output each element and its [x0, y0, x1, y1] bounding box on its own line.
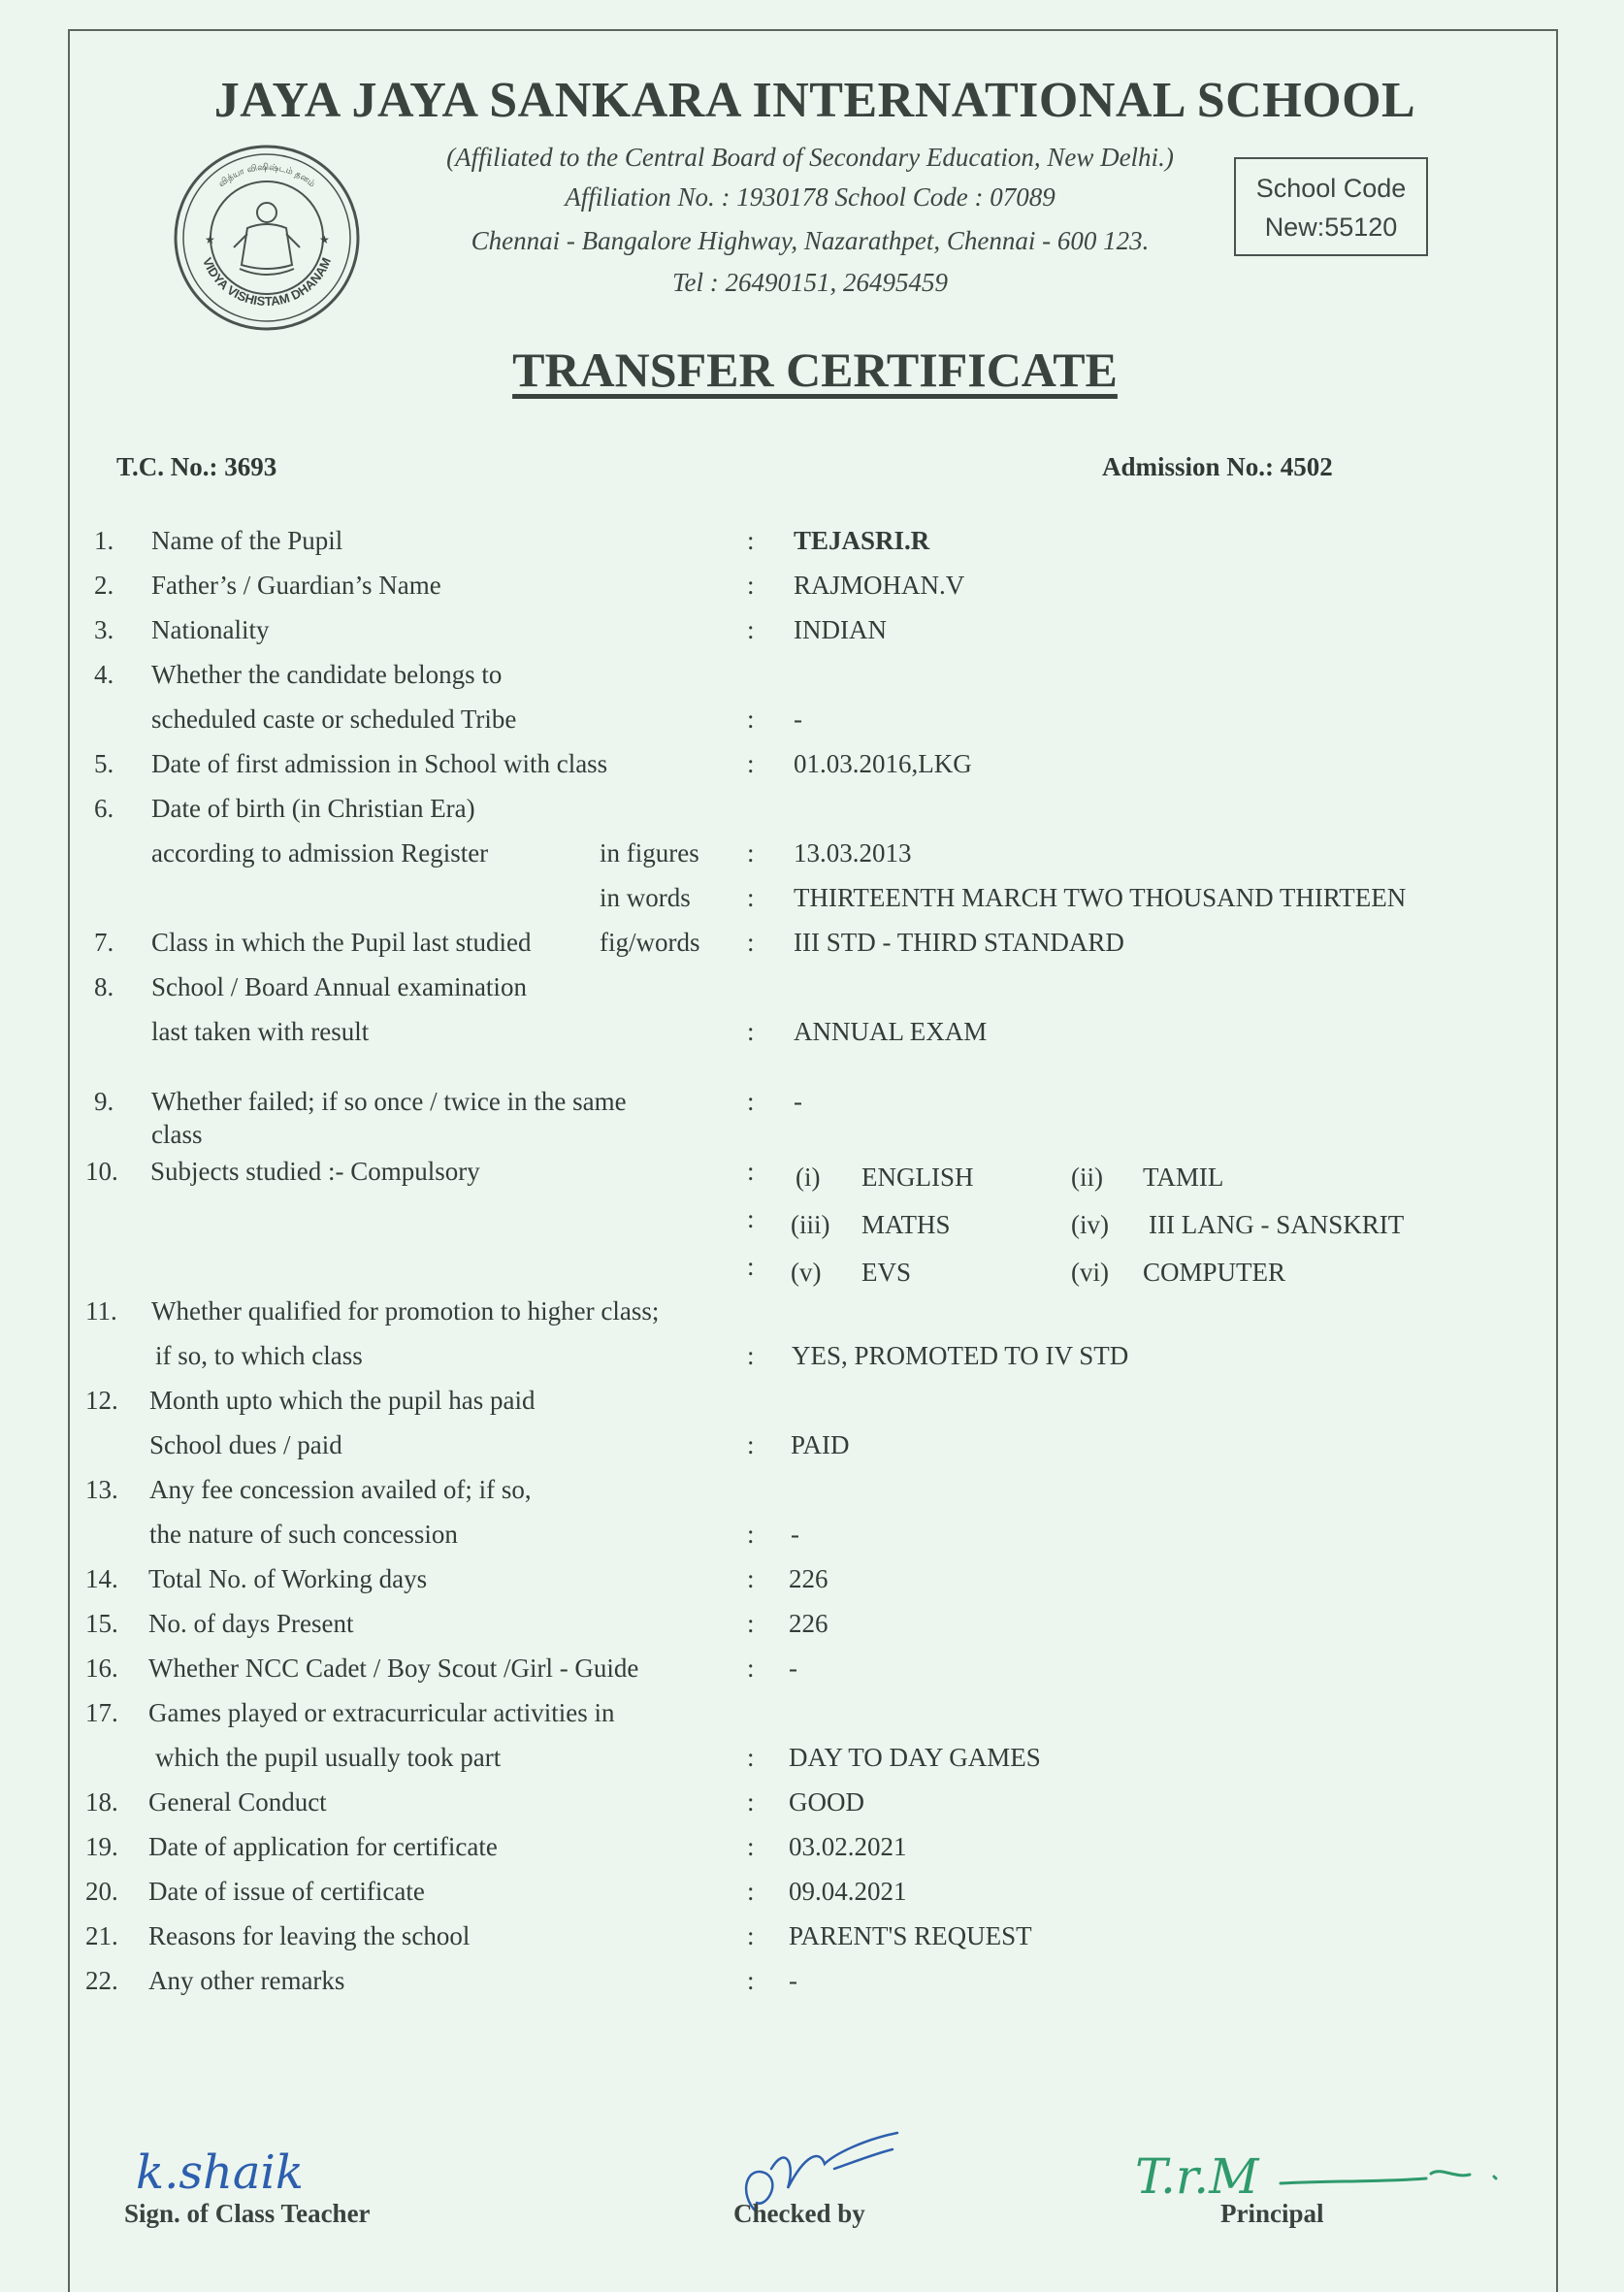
subject-number: (iv): [1071, 1210, 1109, 1239]
field-label-dues-1: Month upto which the pupil has paid: [149, 1386, 536, 1415]
field-value-dob-words: THIRTEENTH MARCH TWO THOUSAND THIRTEEN: [794, 883, 1407, 912]
checked-by-label: Checked by: [733, 2199, 865, 2228]
affiliation-line-1: (Affiliated to the Central Board of Secondary Education, New Delhi.): [446, 143, 1174, 172]
field-number: 17.: [85, 1698, 118, 1727]
field-label-application-date: Date of application for certificate: [148, 1832, 498, 1861]
subject-sanskrit: III LANG - SANSKRIT: [1149, 1210, 1405, 1239]
class-teacher-signature: [136, 2135, 388, 2203]
field-number: 16.: [85, 1654, 118, 1683]
svg-text:VIDYA VISHISTAM DHANAM: [200, 255, 334, 309]
colon: :: [747, 838, 755, 868]
subject-number: (ii): [1071, 1162, 1103, 1192]
colon: :: [747, 749, 755, 778]
field-number: 7.: [94, 928, 114, 957]
subject-evs: EVS: [861, 1258, 912, 1287]
address-line: Chennai - Bangalore Highway, Nazarathpet, Chennai - 600 123.: [471, 226, 1150, 255]
field-number: 8.: [94, 972, 114, 1001]
field-number: 18.: [85, 1787, 118, 1817]
field-value-first-admission: 01.03.2016,LKG: [794, 749, 972, 778]
colon: :: [747, 1921, 755, 1950]
colon: :: [747, 1252, 755, 1281]
field-label-games-2: which the pupil usually took part: [155, 1743, 502, 1772]
field-value-exam: ANNUAL EXAM: [794, 1017, 988, 1046]
field-label-remarks: Any other remarks: [148, 1966, 345, 1995]
field-value-last-class: III STD - THIRD STANDARD: [794, 928, 1124, 957]
field-label-issue-date: Date of issue of certificate: [148, 1877, 425, 1906]
field-value-games: DAY TO DAY GAMES: [789, 1743, 1041, 1772]
colon: :: [747, 1609, 755, 1638]
subject-english: ENGLISH: [861, 1162, 974, 1192]
field-label-working-days: Total No. of Working days: [148, 1564, 428, 1593]
subject-number: (vi): [1071, 1258, 1109, 1287]
school-code-box: [1234, 157, 1428, 256]
field-value-remarks: -: [789, 1966, 797, 1995]
field-label-ncc: Whether NCC Cadet / Boy Scout /Girl - Guide: [148, 1654, 639, 1683]
field-label-subjects: Subjects studied :- Compulsory: [150, 1157, 480, 1186]
colon: :: [747, 1654, 755, 1683]
field-label-nationality: Nationality: [151, 615, 270, 644]
colon: :: [747, 704, 755, 734]
field-number: 22.: [85, 1966, 118, 1995]
field-value-name: TEJASRI.R: [794, 526, 930, 555]
dob-sub-words: in words: [600, 883, 691, 912]
subject-number: (v): [791, 1258, 822, 1287]
field-label-promotion-2: if so, to which class: [155, 1341, 363, 1370]
seal-ring-text-top: வித்யா விஷிஷ்டம் தனம்: [216, 162, 317, 190]
dob-sub-figures: in figures: [600, 838, 699, 868]
subject-number: (iii): [791, 1210, 830, 1239]
last-class-sub: fig/words: [600, 928, 700, 957]
field-label-days-present: No. of days Present: [148, 1609, 354, 1638]
school-code-label: School Code: [1255, 174, 1407, 203]
field-label-dues-2: School dues / paid: [149, 1430, 342, 1459]
field-label-last-class: Class in which the Pupil last studied: [151, 928, 532, 957]
colon: :: [747, 526, 755, 555]
field-label-dob-2: according to admission Register: [151, 838, 489, 868]
colon: :: [747, 1520, 755, 1549]
field-number: 9.: [94, 1087, 114, 1116]
field-label-dob-1: Date of birth (in Christian Era): [151, 794, 475, 823]
subject-computer: COMPUTER: [1143, 1258, 1286, 1287]
field-value-concession: -: [791, 1520, 799, 1549]
field-label-first-admission: Date of first admission in School with class: [151, 749, 608, 778]
field-value-nationality: INDIAN: [794, 615, 887, 644]
field-number: 5.: [94, 749, 114, 778]
field-value-failed: -: [794, 1087, 802, 1116]
field-value-dues: PAID: [791, 1430, 850, 1459]
colon: :: [747, 1087, 755, 1116]
field-label-failed-1: Whether failed; if so once / twice in the same: [151, 1087, 627, 1116]
field-number: 21.: [85, 1921, 118, 1950]
field-number: 20.: [85, 1877, 118, 1906]
field-value-promotion: YES, PROMOTED TO IV STD: [792, 1341, 1129, 1370]
field-number: 13.: [85, 1475, 118, 1504]
seal-ring-text: VIDYA VISHISTAM DHANAM: [199, 255, 335, 310]
field-label-guardian: Father’s / Guardian’s Name: [151, 571, 441, 600]
field-label-failed-2: class: [151, 1120, 203, 1149]
field-label-promotion-1: Whether qualified for promotion to higher class;: [151, 1296, 660, 1326]
svg-text:★: ★: [319, 233, 330, 246]
field-label-caste-1: Whether the candidate belongs to: [151, 660, 503, 689]
field-label-exam-1: School / Board Annual examination: [151, 972, 527, 1001]
school-seal-logo: [170, 141, 364, 335]
colon: :: [747, 1832, 755, 1861]
field-value-dob-figures: 13.03.2013: [794, 838, 912, 868]
field-label-caste-2: scheduled caste or scheduled Tribe: [151, 704, 517, 734]
field-number: 4.: [94, 660, 114, 689]
colon: :: [747, 1966, 755, 1995]
class-teacher-signature-text: k.shaik: [136, 2145, 304, 2200]
certificate-title: TRANSFER CERTIFICATE: [512, 343, 1118, 397]
field-number: 12.: [85, 1386, 118, 1415]
subject-number: (i): [796, 1162, 821, 1192]
school-code-value: New:55120: [1264, 213, 1398, 242]
colon: :: [747, 883, 755, 912]
field-label-concession-2: the nature of such concession: [149, 1520, 458, 1549]
colon: :: [747, 1157, 755, 1186]
subject-tamil: TAMIL: [1143, 1162, 1224, 1192]
field-value-conduct: GOOD: [789, 1787, 864, 1817]
field-label-concession-1: Any fee concession availed of; if so,: [149, 1475, 532, 1504]
field-label-exam-2: last taken with result: [151, 1017, 370, 1046]
field-number: 2.: [94, 571, 114, 600]
school-name: JAYA JAYA SANKARA INTERNATIONAL SCHOOL: [213, 73, 1416, 128]
field-value-guardian: RAJMOHAN.V: [794, 571, 965, 600]
affiliation-line-2: Affiliation No. : 1930178 School Code : 07089: [565, 182, 1056, 212]
colon: :: [747, 1743, 755, 1772]
field-number: 19.: [85, 1832, 118, 1861]
field-value-application-date: 03.02.2021: [789, 1832, 907, 1861]
field-label-leaving-reason: Reasons for leaving the school: [148, 1921, 471, 1950]
colon: :: [747, 1564, 755, 1593]
field-label-games-1: Games played or extracurricular activities in: [148, 1698, 615, 1727]
principal-label: Principal: [1220, 2199, 1324, 2228]
field-number: 11.: [85, 1296, 117, 1326]
class-teacher-label: Sign. of Class Teacher: [124, 2199, 371, 2228]
colon: :: [747, 571, 755, 600]
field-number: 10.: [85, 1157, 118, 1186]
field-value-caste: -: [794, 704, 802, 734]
tc-number: T.C. No.: 3693: [116, 452, 277, 481]
field-number: 15.: [85, 1609, 118, 1638]
colon: :: [747, 1787, 755, 1817]
principal-signature: [1135, 2140, 1513, 2208]
field-number: 14.: [85, 1564, 118, 1593]
svg-text:வித்யா விஷிஷ்டம் தனம்: [217, 163, 317, 189]
colon: :: [747, 928, 755, 957]
field-number: 1.: [94, 526, 114, 555]
field-value-issue-date: 09.04.2021: [789, 1877, 907, 1906]
field-value-days-present: 226: [789, 1609, 828, 1638]
colon: :: [747, 1017, 755, 1046]
field-value-working-days: 226: [789, 1564, 828, 1593]
field-label-conduct: General Conduct: [148, 1787, 327, 1817]
principal-signature-text: T.r.M: [1135, 2148, 1259, 2205]
field-value-leaving-reason: PARENT'S REQUEST: [789, 1921, 1032, 1950]
field-label-name: Name of the Pupil: [151, 526, 343, 555]
colon: :: [747, 1204, 755, 1233]
svg-text:★: ★: [205, 233, 215, 246]
colon: :: [747, 1341, 755, 1370]
field-number: 3.: [94, 615, 114, 644]
field-number: 6.: [94, 794, 114, 823]
colon: :: [747, 1430, 755, 1459]
field-value-ncc: -: [789, 1654, 797, 1683]
colon: :: [747, 615, 755, 644]
subject-maths: MATHS: [861, 1210, 951, 1239]
admission-number: Admission No.: 4502: [1102, 452, 1333, 481]
telephone-line: Tel : 26490151, 26495459: [671, 268, 948, 297]
colon: :: [747, 1877, 755, 1906]
